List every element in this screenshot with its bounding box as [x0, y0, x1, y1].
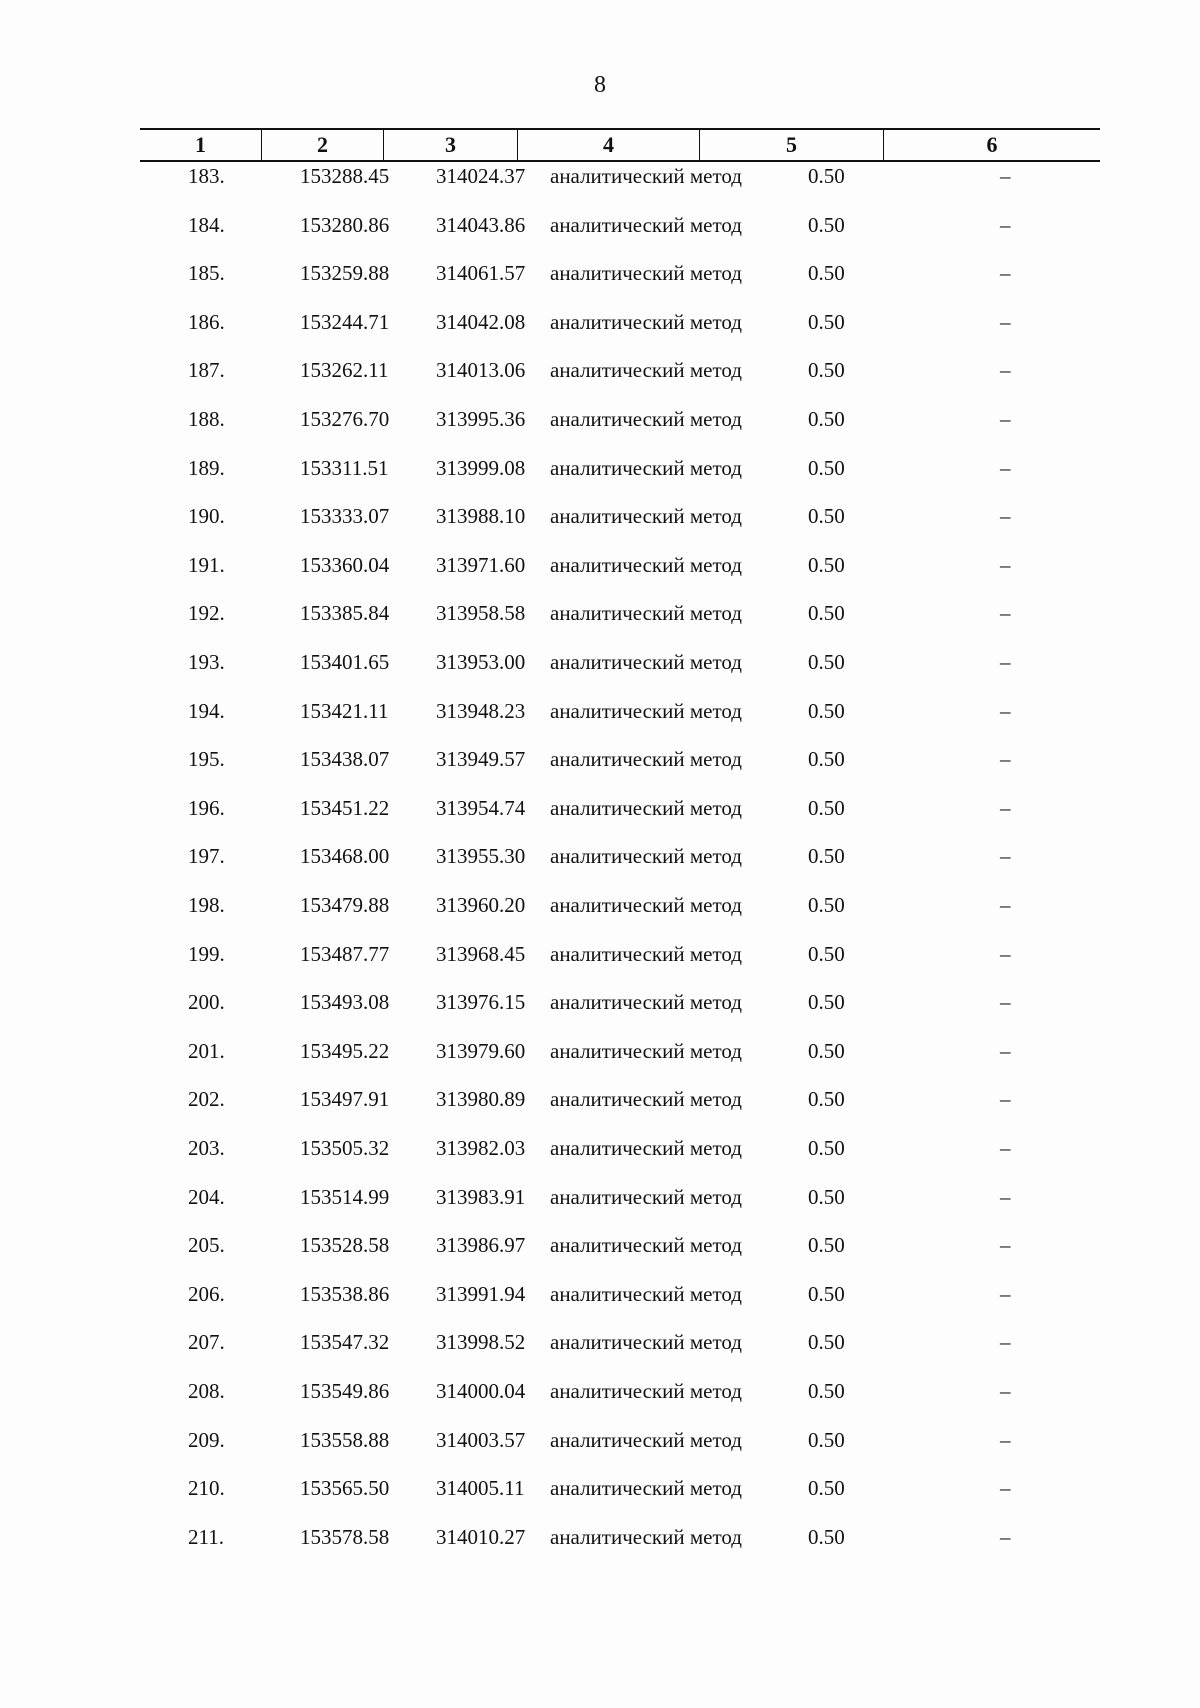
- note-cell: –: [1000, 164, 1011, 188]
- x-coordinate-cell: 153547.32: [300, 1330, 390, 1355]
- method-cell: аналитический метод: [550, 309, 742, 334]
- table-row: [140, 699, 1100, 747]
- row-number-cell: 205.: [188, 1233, 225, 1258]
- row-number-cell: 195.: [188, 747, 225, 772]
- y-coordinate-cell: 313982.03: [436, 1136, 526, 1160]
- note-cell: –: [1000, 941, 1011, 966]
- row-number-cell: 202.: [188, 1087, 225, 1112]
- accuracy-cell: 0.50: [808, 1330, 845, 1355]
- row-number-cell: 187.: [188, 358, 225, 383]
- header-col-6: 6: [986, 132, 998, 157]
- method-cell: аналитический метод: [550, 941, 742, 966]
- table-row: [140, 553, 1100, 601]
- y-coordinate-cell: 313988.10: [436, 504, 526, 529]
- x-coordinate-cell: 153578.58: [300, 1524, 390, 1549]
- header-col-5: 5: [700, 130, 884, 160]
- accuracy-cell: 0.50: [808, 795, 845, 820]
- x-coordinate-cell: 153538.86: [300, 1281, 390, 1306]
- table-row: [140, 310, 1100, 358]
- table-header: [140, 128, 1100, 162]
- row-number-cell: 211.: [188, 1524, 224, 1549]
- y-coordinate-cell: 313976.15: [436, 990, 526, 1015]
- note-cell: –: [1000, 358, 1011, 383]
- table-row: [140, 796, 1100, 844]
- table-row: [140, 213, 1100, 261]
- method-cell: аналитический метод: [550, 650, 742, 674]
- y-coordinate-cell: 313980.89: [436, 1087, 526, 1112]
- accuracy-cell: 0.50: [808, 504, 845, 529]
- table-row: [140, 1185, 1100, 1233]
- accuracy-cell: 0.50: [808, 1427, 845, 1452]
- row-number-cell: 188.: [188, 407, 225, 431]
- method-cell: аналитический метод: [550, 164, 742, 188]
- y-coordinate-cell: 313986.97: [436, 1233, 526, 1258]
- accuracy-cell: 0.50: [808, 893, 845, 917]
- accuracy-cell: 0.50: [808, 261, 845, 286]
- x-coordinate-cell: 153333.07: [300, 504, 390, 529]
- accuracy-cell: 0.50: [808, 990, 845, 1015]
- accuracy-cell: 0.50: [808, 747, 845, 772]
- x-coordinate-cell: 153385.84: [300, 601, 390, 626]
- table-row: [140, 358, 1100, 406]
- table-row: [140, 407, 1100, 455]
- row-number-cell: 209.: [188, 1427, 225, 1452]
- row-number-cell: 204.: [188, 1184, 225, 1209]
- table-row: [140, 261, 1100, 309]
- note-cell: –: [1000, 407, 1011, 431]
- y-coordinate-cell: 313955.30: [436, 844, 526, 869]
- table-row: [140, 504, 1100, 552]
- method-cell: аналитический метод: [550, 1379, 742, 1403]
- method-cell: аналитический метод: [550, 455, 742, 480]
- accuracy-cell: 0.50: [808, 1184, 845, 1209]
- accuracy-cell: 0.50: [808, 1233, 845, 1258]
- method-cell: аналитический метод: [550, 1087, 742, 1112]
- row-number-cell: 210.: [188, 1476, 225, 1501]
- accuracy-cell: 0.50: [808, 844, 845, 869]
- accuracy-cell: 0.50: [808, 455, 845, 480]
- note-cell: –: [1000, 1136, 1011, 1160]
- accuracy-cell: 0.50: [808, 941, 845, 966]
- method-cell: аналитический метод: [550, 1524, 742, 1549]
- y-coordinate-cell: 314003.57: [436, 1427, 526, 1452]
- coordinates-table: [140, 128, 1100, 1549]
- x-coordinate-cell: 153244.71: [300, 309, 390, 334]
- y-coordinate-cell: 313948.23: [436, 698, 526, 723]
- row-number-cell: 189.: [188, 455, 225, 480]
- method-cell: аналитический метод: [550, 990, 742, 1015]
- row-number-cell: 186.: [188, 309, 225, 334]
- page-number: 8: [594, 72, 606, 98]
- note-cell: –: [1000, 698, 1011, 723]
- method-cell: аналитический метод: [550, 893, 742, 917]
- table-row: [140, 1525, 1100, 1573]
- note-cell: –: [1000, 844, 1011, 869]
- note-cell: –: [1000, 455, 1011, 480]
- y-coordinate-cell: 314043.86: [436, 212, 526, 237]
- row-number-cell: 199.: [188, 941, 225, 966]
- note-cell: –: [1000, 1524, 1011, 1549]
- accuracy-cell: 0.50: [808, 164, 845, 188]
- table-row: [140, 1379, 1100, 1427]
- x-coordinate-cell: 153558.88: [300, 1427, 390, 1452]
- row-number-cell: 197.: [188, 844, 225, 869]
- table-row: [140, 942, 1100, 990]
- method-cell: аналитический метод: [550, 1184, 742, 1209]
- method-cell: аналитический метод: [550, 212, 742, 237]
- accuracy-cell: 0.50: [808, 358, 845, 383]
- note-cell: –: [1000, 552, 1011, 577]
- header-col-3: 3: [384, 130, 518, 160]
- note-cell: –: [1000, 504, 1011, 529]
- accuracy-cell: 0.50: [808, 309, 845, 334]
- x-coordinate-cell: 153259.88: [300, 261, 390, 286]
- method-cell: аналитический метод: [550, 1233, 742, 1258]
- row-number-cell: 185.: [188, 261, 225, 286]
- table-row: [140, 1136, 1100, 1184]
- x-coordinate-cell: 153276.70: [300, 407, 390, 431]
- accuracy-cell: 0.50: [808, 698, 845, 723]
- x-coordinate-cell: 153565.50: [300, 1476, 390, 1501]
- x-coordinate-cell: 153549.86: [300, 1379, 390, 1403]
- x-coordinate-cell: 153505.32: [300, 1136, 390, 1160]
- x-coordinate-cell: 153468.00: [300, 844, 390, 869]
- accuracy-cell: 0.50: [808, 407, 845, 431]
- note-cell: –: [1000, 1233, 1011, 1258]
- header-col-1: 1: [140, 130, 262, 160]
- x-coordinate-cell: 153487.77: [300, 941, 390, 966]
- method-cell: аналитический метод: [550, 1330, 742, 1355]
- note-cell: –: [1000, 893, 1011, 917]
- row-number-cell: 203.: [188, 1136, 225, 1160]
- accuracy-cell: 0.50: [808, 650, 845, 674]
- note-cell: –: [1000, 1476, 1011, 1501]
- table-row: [140, 747, 1100, 795]
- note-cell: –: [1000, 650, 1011, 674]
- row-number-cell: 192.: [188, 601, 225, 626]
- method-cell: аналитический метод: [550, 747, 742, 772]
- row-number-cell: 191.: [188, 552, 225, 577]
- row-number-cell: 193.: [188, 650, 225, 674]
- table-row: [140, 1233, 1100, 1281]
- y-coordinate-cell: 313983.91: [436, 1184, 526, 1209]
- accuracy-cell: 0.50: [808, 601, 845, 626]
- method-cell: аналитический метод: [550, 358, 742, 383]
- table-row: [140, 164, 1100, 212]
- y-coordinate-cell: 313968.45: [436, 941, 526, 966]
- x-coordinate-cell: 153401.65: [300, 650, 390, 674]
- note-cell: –: [1000, 1087, 1011, 1112]
- note-cell: –: [1000, 795, 1011, 820]
- method-cell: аналитический метод: [550, 504, 742, 529]
- y-coordinate-cell: 313953.00: [436, 650, 526, 674]
- table-row: [140, 1476, 1100, 1524]
- y-coordinate-cell: 314000.04: [436, 1379, 526, 1403]
- row-number-cell: 200.: [188, 990, 225, 1015]
- x-coordinate-cell: 153514.99: [300, 1184, 390, 1209]
- y-coordinate-cell: 313971.60: [436, 552, 526, 577]
- x-coordinate-cell: 153495.22: [300, 1038, 390, 1063]
- table-row: [140, 1330, 1100, 1378]
- row-number-cell: 206.: [188, 1281, 225, 1306]
- row-number-cell: 183.: [188, 164, 225, 188]
- method-cell: аналитический метод: [550, 261, 742, 286]
- row-number-cell: 207.: [188, 1330, 225, 1355]
- accuracy-cell: 0.50: [808, 1087, 845, 1112]
- y-coordinate-cell: 313998.52: [436, 1330, 526, 1355]
- y-coordinate-cell: 313949.57: [436, 747, 526, 772]
- y-coordinate-cell: 314061.57: [436, 261, 526, 286]
- row-number-cell: 194.: [188, 698, 225, 723]
- y-coordinate-cell: 313979.60: [436, 1038, 526, 1063]
- method-cell: аналитический метод: [550, 552, 742, 577]
- row-number-cell: 198.: [188, 893, 225, 917]
- method-cell: аналитический метод: [550, 601, 742, 626]
- table-row: [140, 456, 1100, 504]
- method-cell: аналитический метод: [550, 1476, 742, 1501]
- y-coordinate-cell: 314013.06: [436, 358, 526, 383]
- note-cell: –: [1000, 212, 1011, 237]
- note-cell: –: [1000, 990, 1011, 1015]
- method-cell: аналитический метод: [550, 844, 742, 869]
- table-row: [140, 893, 1100, 941]
- note-cell: –: [1000, 1184, 1011, 1209]
- x-coordinate-cell: 153288.45: [300, 164, 390, 188]
- method-cell: аналитический метод: [550, 1427, 742, 1452]
- y-coordinate-cell: 314010.27: [436, 1524, 526, 1549]
- method-cell: аналитический метод: [550, 1038, 742, 1063]
- table-row: [140, 990, 1100, 1038]
- note-cell: –: [1000, 261, 1011, 286]
- row-number-cell: 184.: [188, 212, 225, 237]
- note-cell: –: [1000, 601, 1011, 626]
- x-coordinate-cell: 153479.88: [300, 893, 390, 917]
- method-cell: аналитический метод: [550, 698, 742, 723]
- x-coordinate-cell: 153280.86: [300, 212, 390, 237]
- accuracy-cell: 0.50: [808, 1281, 845, 1306]
- accuracy-cell: 0.50: [808, 1038, 845, 1063]
- y-coordinate-cell: 313999.08: [436, 455, 526, 480]
- row-number-cell: 208.: [188, 1379, 225, 1403]
- x-coordinate-cell: 153528.58: [300, 1233, 390, 1258]
- table-row: [140, 844, 1100, 892]
- y-coordinate-cell: 313995.36: [436, 407, 526, 431]
- note-cell: –: [1000, 1330, 1011, 1355]
- header-col-4: 4: [518, 130, 700, 160]
- note-cell: –: [1000, 309, 1011, 334]
- table-row: [140, 601, 1100, 649]
- method-cell: аналитический метод: [550, 1136, 742, 1160]
- accuracy-cell: 0.50: [808, 1524, 845, 1549]
- table-row: [140, 1428, 1100, 1476]
- method-cell: аналитический метод: [550, 795, 742, 820]
- note-cell: –: [1000, 1379, 1011, 1403]
- accuracy-cell: 0.50: [808, 552, 845, 577]
- table-row: [140, 1039, 1100, 1087]
- y-coordinate-cell: 313991.94: [436, 1281, 526, 1306]
- x-coordinate-cell: 153262.11: [300, 358, 389, 383]
- x-coordinate-cell: 153360.04: [300, 552, 390, 577]
- table-row: [140, 1087, 1100, 1135]
- y-coordinate-cell: 313954.74: [436, 795, 526, 820]
- accuracy-cell: 0.50: [808, 1476, 845, 1501]
- x-coordinate-cell: 153497.91: [300, 1087, 390, 1112]
- row-number-cell: 190.: [188, 504, 225, 529]
- accuracy-cell: 0.50: [808, 1136, 845, 1160]
- header-col-2: 2: [262, 130, 384, 160]
- note-cell: –: [1000, 1038, 1011, 1063]
- x-coordinate-cell: 153421.11: [300, 698, 389, 723]
- accuracy-cell: 0.50: [808, 212, 845, 237]
- y-coordinate-cell: 313960.20: [436, 893, 526, 917]
- row-number-cell: 201.: [188, 1038, 225, 1063]
- note-cell: –: [1000, 1427, 1011, 1452]
- x-coordinate-cell: 153493.08: [300, 990, 390, 1015]
- method-cell: аналитический метод: [550, 1281, 742, 1306]
- note-cell: –: [1000, 1281, 1011, 1306]
- table-row: [140, 650, 1100, 698]
- x-coordinate-cell: 153311.51: [300, 455, 389, 480]
- accuracy-cell: 0.50: [808, 1379, 845, 1403]
- x-coordinate-cell: 153451.22: [300, 795, 390, 820]
- method-cell: аналитический метод: [550, 407, 742, 431]
- y-coordinate-cell: 314005.11: [436, 1476, 525, 1501]
- y-coordinate-cell: 313958.58: [436, 601, 526, 626]
- y-coordinate-cell: 314024.37: [436, 164, 526, 188]
- y-coordinate-cell: 314042.08: [436, 309, 526, 334]
- note-cell: –: [1000, 747, 1011, 772]
- table-row: [140, 1282, 1100, 1330]
- row-number-cell: 196.: [188, 795, 225, 820]
- x-coordinate-cell: 153438.07: [300, 747, 390, 772]
